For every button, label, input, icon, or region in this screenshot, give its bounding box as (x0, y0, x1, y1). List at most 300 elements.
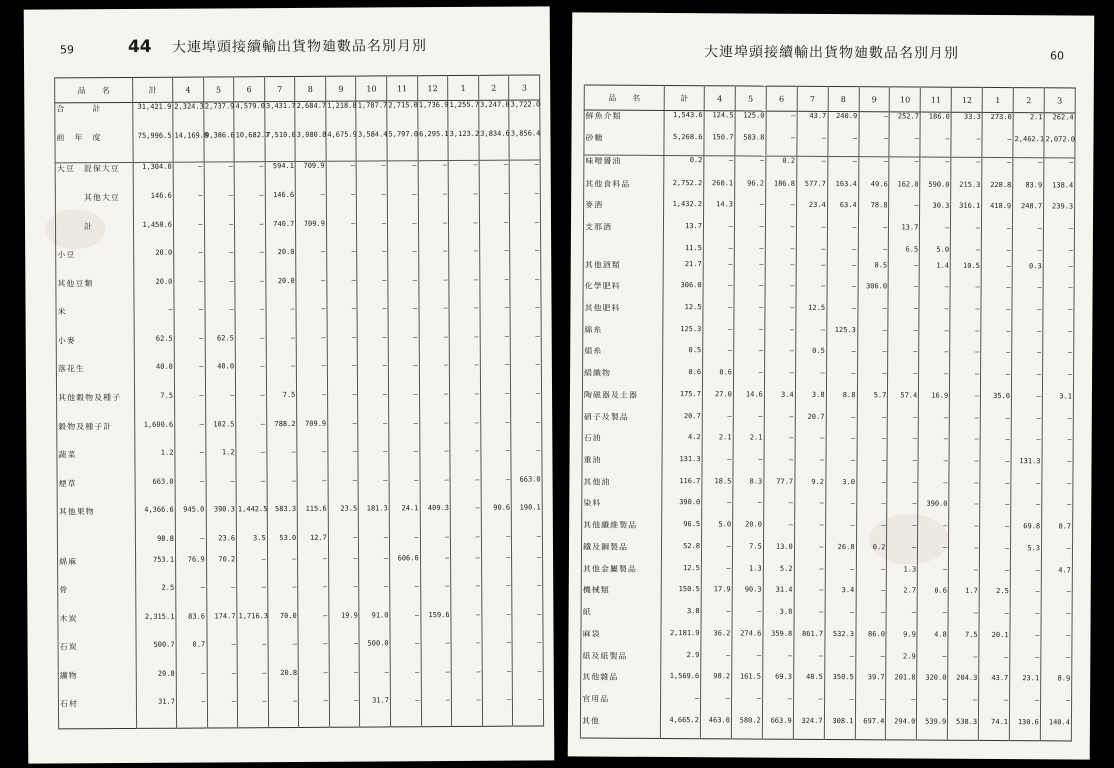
table-row (582, 433, 1073, 458)
table-cell: 2,072.0 (1044, 135, 1075, 158)
table-cell: — (1043, 246, 1074, 262)
table-cell: 6,295.1 (418, 130, 449, 160)
table-cell: — (511, 418, 542, 447)
row-label: 穀物及種子計 (57, 421, 135, 450)
table-cell: 2,315.1 (136, 612, 176, 641)
table-cell: — (980, 544, 1011, 566)
table-cell: — (1040, 696, 1071, 718)
table-cell: 594.1 (265, 161, 296, 191)
table-cell: 273.0 (982, 112, 1013, 135)
table-cell: 27.0 (702, 390, 733, 412)
table-cell: — (512, 639, 543, 668)
row-label (57, 535, 135, 556)
table-cell: 0.7 (1042, 522, 1073, 544)
table-cell: — (793, 651, 824, 673)
table-cell: — (206, 477, 237, 506)
table-cell: 709.9 (295, 161, 326, 191)
table-cell: 3.8 (661, 607, 701, 629)
table-cell: — (949, 457, 980, 479)
row-label: 合 計 (55, 102, 133, 132)
table-cell: — (1010, 653, 1041, 675)
table-cell: — (419, 333, 450, 362)
table-cell: 40.0 (205, 363, 236, 392)
table-cell: — (701, 651, 732, 673)
table-cell: — (1011, 435, 1042, 457)
row-label: 石油 (582, 433, 662, 455)
table-cell: — (236, 477, 267, 506)
table-cell: — (949, 500, 980, 522)
table-cell: — (763, 499, 794, 521)
table-cell: — (948, 609, 979, 631)
row-label: 大豆 混保大豆 (55, 162, 133, 192)
table-cell: 35.0 (980, 392, 1011, 414)
table-cell: 2,752.2 (664, 179, 704, 201)
table-cell: 12.5 (796, 304, 827, 326)
table-cell: — (388, 333, 419, 362)
table-cell: — (1041, 631, 1072, 653)
column-header: 9 (326, 76, 357, 101)
table-row (58, 696, 543, 729)
table-cell: — (174, 334, 205, 363)
table-cell: — (702, 499, 733, 521)
table-cell: — (981, 305, 1012, 327)
table-cell: 8.8 (826, 391, 857, 413)
table-cell: — (236, 448, 267, 477)
table-cell: — (826, 413, 857, 435)
table-cell: 20.1 (979, 631, 1010, 653)
table-cell: 2.1 (733, 434, 764, 456)
table-cell: 20.8 (136, 670, 176, 699)
column-header: 計 (664, 85, 704, 110)
table-cell: 861.7 (794, 630, 825, 652)
table-cell: — (326, 161, 357, 191)
table-cell: 33.3 (951, 112, 982, 135)
table-cell: — (1042, 414, 1073, 436)
table-cell: 7,510.0 (265, 131, 296, 161)
row-label: 化學肥料 (583, 281, 663, 303)
row-label: 紙及紙製品 (581, 650, 661, 672)
table-cell: — (357, 248, 388, 277)
table-cell: — (702, 455, 733, 477)
table-cell: — (388, 305, 419, 334)
table-cell: 13.7 (663, 222, 703, 244)
table-cell: 1,450.6 (133, 220, 173, 249)
table-cell: 96.2 (735, 179, 766, 201)
table-cell: — (297, 448, 328, 477)
table-cell: 49.6 (858, 180, 889, 202)
table-cell: 62.5 (205, 334, 236, 363)
table-cell: — (886, 608, 917, 630)
table-cell: — (765, 244, 796, 260)
table-cell: — (1012, 305, 1043, 327)
table-row (581, 563, 1072, 588)
table-cell: — (764, 412, 795, 434)
table-cell: — (479, 190, 510, 219)
table-cell: — (796, 157, 827, 180)
table-row (582, 476, 1073, 501)
table-cell: 0.6 (662, 368, 702, 390)
table-cell: 262.4 (1044, 113, 1075, 136)
table-cell: — (765, 325, 796, 347)
table-cell: 186.0 (920, 112, 951, 135)
table-cell: — (794, 586, 825, 608)
table-cell: — (389, 390, 420, 419)
table-cell: — (451, 582, 482, 611)
table-cell: — (857, 369, 888, 391)
table-cell: — (296, 277, 327, 306)
table-cell: — (979, 696, 1010, 718)
column-header: 4 (173, 77, 204, 102)
table-cell: — (298, 583, 329, 612)
table-cell: — (764, 369, 795, 391)
table-cell: 30.3 (920, 202, 951, 224)
table-cell: — (735, 156, 766, 179)
row-label: 米 (56, 306, 134, 335)
table-cell: — (766, 111, 797, 134)
table-cell: — (204, 162, 235, 192)
table-cell: — (920, 157, 951, 180)
column-header: 7 (797, 86, 828, 111)
table-row (583, 324, 1074, 349)
table-cell: 709.9 (296, 219, 327, 248)
table-row (581, 672, 1072, 697)
table-cell: — (889, 261, 920, 283)
table-cell: — (763, 521, 794, 543)
column-header: 11 (921, 87, 952, 112)
table-cell: 580.2 (731, 716, 762, 739)
table-cell: 20.8 (268, 669, 299, 698)
table-cell: — (951, 224, 982, 246)
table-cell: — (358, 333, 389, 362)
table-cell: — (951, 158, 982, 181)
table-cell: — (204, 191, 235, 220)
table-cell: — (237, 583, 268, 612)
table-cell: — (480, 418, 511, 447)
table-cell: — (794, 499, 825, 521)
table-cell: — (917, 609, 948, 631)
table-cell: — (1011, 414, 1042, 436)
table-cell: — (360, 668, 391, 697)
table-cell: — (450, 504, 481, 533)
left-page (24, 6, 555, 763)
table-cell: — (450, 361, 481, 390)
table-cell: 5,797.0 (387, 131, 418, 161)
table-cell: — (420, 447, 451, 476)
table-cell: 3.4 (764, 390, 795, 412)
table-cell: 697.4 (855, 717, 886, 740)
table-cell: — (479, 160, 510, 190)
table-cell: — (327, 391, 358, 420)
table-cell: — (1010, 696, 1041, 718)
table-cell: — (889, 135, 920, 158)
table-cell: — (1012, 283, 1043, 305)
table-cell: — (857, 413, 888, 435)
table-cell: 3,431.7 (265, 101, 296, 131)
table-cell: — (888, 348, 919, 370)
table-row (56, 275, 541, 307)
table-cell: — (236, 363, 267, 392)
table-cell: — (950, 305, 981, 327)
table-cell: — (204, 277, 235, 306)
table-cell: — (480, 390, 511, 419)
table-cell: — (449, 190, 480, 219)
data-table (580, 84, 1076, 741)
table-cell: — (918, 522, 949, 544)
table-cell: — (482, 610, 513, 639)
table-cell: 75,996.5 (133, 132, 173, 162)
table-cell: — (856, 456, 887, 478)
table-cell: 316.1 (951, 202, 982, 224)
table-cell: 90.3 (732, 586, 763, 608)
table-cell: — (704, 156, 735, 179)
table-row (581, 650, 1072, 675)
table-cell: 162.0 (889, 180, 920, 202)
table-cell: — (299, 697, 330, 727)
table-row (56, 247, 541, 279)
table-cell: 274.6 (732, 629, 763, 651)
table-cell: — (981, 348, 1012, 370)
table-cell: — (450, 418, 481, 447)
table-cell: 8.9 (1041, 675, 1072, 697)
table-cell: — (266, 362, 297, 391)
table-cell: — (238, 698, 269, 728)
table-cell: — (389, 447, 420, 476)
table-cell: — (358, 448, 389, 477)
table-cell: 324.7 (793, 716, 824, 739)
table-cell: — (701, 564, 732, 586)
table-cell: — (449, 333, 480, 362)
table-cell: — (948, 696, 979, 718)
table-cell: — (858, 134, 889, 157)
table-cell: — (826, 456, 857, 478)
table-cell: — (734, 260, 765, 282)
table-cell: — (481, 475, 512, 504)
table-cell: 1.3 (887, 565, 918, 587)
table-cell: — (297, 362, 328, 391)
table-cell: — (176, 584, 207, 613)
row-label: 砂糖 (584, 133, 664, 156)
table-cell: — (889, 202, 920, 224)
table-cell: — (174, 249, 205, 278)
table-cell: 131.3 (1011, 457, 1042, 479)
table-cell: — (175, 477, 206, 506)
table-cell: — (734, 325, 765, 347)
table-cell: — (176, 669, 207, 698)
row-label: 其他雜品 (581, 672, 661, 694)
table-row (582, 389, 1073, 414)
table-cell: — (1012, 224, 1043, 246)
table-cell: — (982, 135, 1013, 158)
table-cell: — (824, 651, 855, 673)
table-cell: — (451, 611, 482, 640)
table-cell: — (479, 218, 510, 247)
table-cell: — (859, 112, 890, 135)
table-cell: 140.4 (1040, 718, 1071, 741)
table-cell: — (856, 478, 887, 500)
table-cell: — (326, 219, 357, 248)
table-row (584, 200, 1075, 225)
table-row (581, 585, 1072, 610)
row-label: 硝子及製品 (582, 411, 662, 433)
table-cell: — (949, 522, 980, 544)
row-label: 鐵及鋼製品 (581, 541, 661, 563)
table-cell: — (766, 134, 797, 157)
column-header: 8 (295, 76, 326, 101)
table-cell: 19.9 (329, 611, 360, 640)
table-cell: — (297, 334, 328, 363)
table-cell: 709.9 (297, 419, 328, 448)
table-cell: 4,665.2 (660, 716, 700, 739)
table-row (582, 368, 1073, 393)
table-row (581, 541, 1072, 566)
table-cell: 190.1 (512, 504, 543, 533)
table-row (56, 332, 541, 364)
column-header: 7 (264, 76, 295, 101)
row-label: 染料 (582, 498, 662, 520)
table-cell: — (328, 533, 359, 554)
table-cell: 1.3 (732, 564, 763, 586)
table-cell: — (733, 455, 764, 477)
row-label: 其他食料品 (584, 178, 664, 200)
table-cell: — (175, 534, 206, 555)
table-cell: 4,366.6 (135, 506, 175, 535)
table-cell: 8.3 (733, 477, 764, 499)
table-cell: — (357, 305, 388, 334)
table-cell: 1,716.3 (237, 612, 268, 641)
table-cell: — (887, 522, 918, 544)
table-cell: — (512, 532, 543, 553)
table-cell: 201.8 (886, 674, 917, 696)
table-cell: — (796, 245, 827, 261)
table-cell: — (888, 283, 919, 305)
table-row (55, 130, 540, 163)
table-cell: — (418, 190, 449, 219)
row-label: 其他纖維製品 (582, 520, 662, 542)
table-cell: — (796, 223, 827, 245)
table-cell: 2.1 (702, 434, 733, 456)
column-header: 10 (356, 76, 387, 101)
table-cell: 3,722.0 (509, 100, 540, 130)
column-header: 11 (387, 76, 418, 101)
table-cell: — (949, 435, 980, 457)
table-cell: — (1042, 436, 1073, 458)
table-cell: — (1041, 588, 1072, 610)
table-cell: — (825, 565, 856, 587)
table-cell: — (827, 223, 858, 245)
table-cell: — (855, 695, 886, 717)
table-cell: 1,304.0 (133, 162, 173, 192)
table-cell: 7.5 (948, 631, 979, 653)
table-cell: — (980, 414, 1011, 436)
table-cell: — (509, 160, 540, 190)
table-cell: 69.3 (762, 673, 793, 695)
table-cell: — (328, 448, 359, 477)
table-cell: 124.5 (704, 111, 735, 134)
table-cell: 252.7 (889, 112, 920, 135)
table-cell: 239.3 (1043, 203, 1074, 225)
column-header: 1 (448, 75, 479, 100)
table-cell: — (173, 192, 204, 221)
table-cell: — (510, 218, 541, 247)
table-row (57, 532, 542, 556)
table-row (55, 100, 540, 133)
table-row (582, 520, 1073, 545)
table-cell: — (482, 667, 513, 696)
table-cell: — (797, 134, 828, 157)
row-label: 其他 (580, 715, 660, 738)
table-cell: — (1043, 327, 1074, 349)
table-cell: — (703, 303, 734, 325)
table-cell: 240.9 (828, 111, 859, 134)
table-cell: — (420, 476, 451, 505)
table-cell: 3,834.6 (479, 130, 510, 160)
table-cell: 583.8 (735, 134, 766, 157)
table-cell: — (951, 245, 982, 261)
table-cell: — (703, 325, 734, 347)
table-cell: 43.7 (797, 111, 828, 134)
table-cell: 13.7 (889, 223, 920, 245)
table-cell: — (358, 390, 389, 419)
table-cell: — (733, 412, 764, 434)
row-label: 機械類 (581, 585, 661, 607)
table-cell: 788.2 (266, 420, 297, 449)
table-cell: — (1010, 631, 1041, 653)
table-cell: 3,123.2 (448, 130, 479, 160)
table-cell: 740.7 (265, 220, 296, 249)
row-label: 紙 (581, 607, 661, 629)
row-label: 計 (55, 221, 133, 250)
page-title: 大連埠頭接續輸出貨物廸數品名別月別 (703, 44, 960, 62)
table-cell: — (888, 326, 919, 348)
table-cell: 2,181.9 (661, 629, 701, 651)
table-cell: — (328, 419, 359, 448)
table-cell: 31.4 (763, 586, 794, 608)
table-cell: 0.7 (176, 641, 207, 670)
table-cell: 248.7 (1013, 202, 1044, 224)
table-cell: 538.3 (948, 717, 979, 740)
table-cell: — (795, 326, 826, 348)
table-cell: — (512, 553, 543, 582)
table-cell: — (703, 347, 734, 369)
table-cell: 539.9 (917, 717, 948, 740)
table-cell: 20.0 (732, 521, 763, 543)
right-page (568, 12, 1095, 759)
table-cell: — (390, 668, 421, 697)
table-cell: 3.4 (825, 586, 856, 608)
table-row (582, 498, 1073, 523)
table-cell: 24.1 (389, 504, 420, 533)
table-cell: 26.8 (825, 543, 856, 565)
table-cell: 3,856.4 (509, 130, 540, 160)
table-cell: 2.1 (1013, 113, 1044, 136)
table-cell: 18.5 (702, 477, 733, 499)
row-label: 官用品 (580, 693, 660, 715)
table-row (57, 475, 542, 507)
table-cell: 2,737.9 (203, 102, 234, 132)
table-cell: 2.9 (886, 652, 917, 674)
table-cell: — (174, 277, 205, 306)
table-cell: — (357, 161, 388, 191)
table-cell: 3.8 (763, 608, 794, 630)
table-cell: 532.3 (825, 630, 856, 652)
table-cell: 31,421.9 (133, 102, 173, 132)
table-cell: — (482, 696, 513, 726)
table-cell: — (765, 304, 796, 326)
table-cell: 663.0 (511, 475, 542, 504)
table-cell: 1.4 (919, 261, 950, 283)
table-cell: — (235, 305, 266, 334)
table-cell: 39.7 (855, 673, 886, 695)
